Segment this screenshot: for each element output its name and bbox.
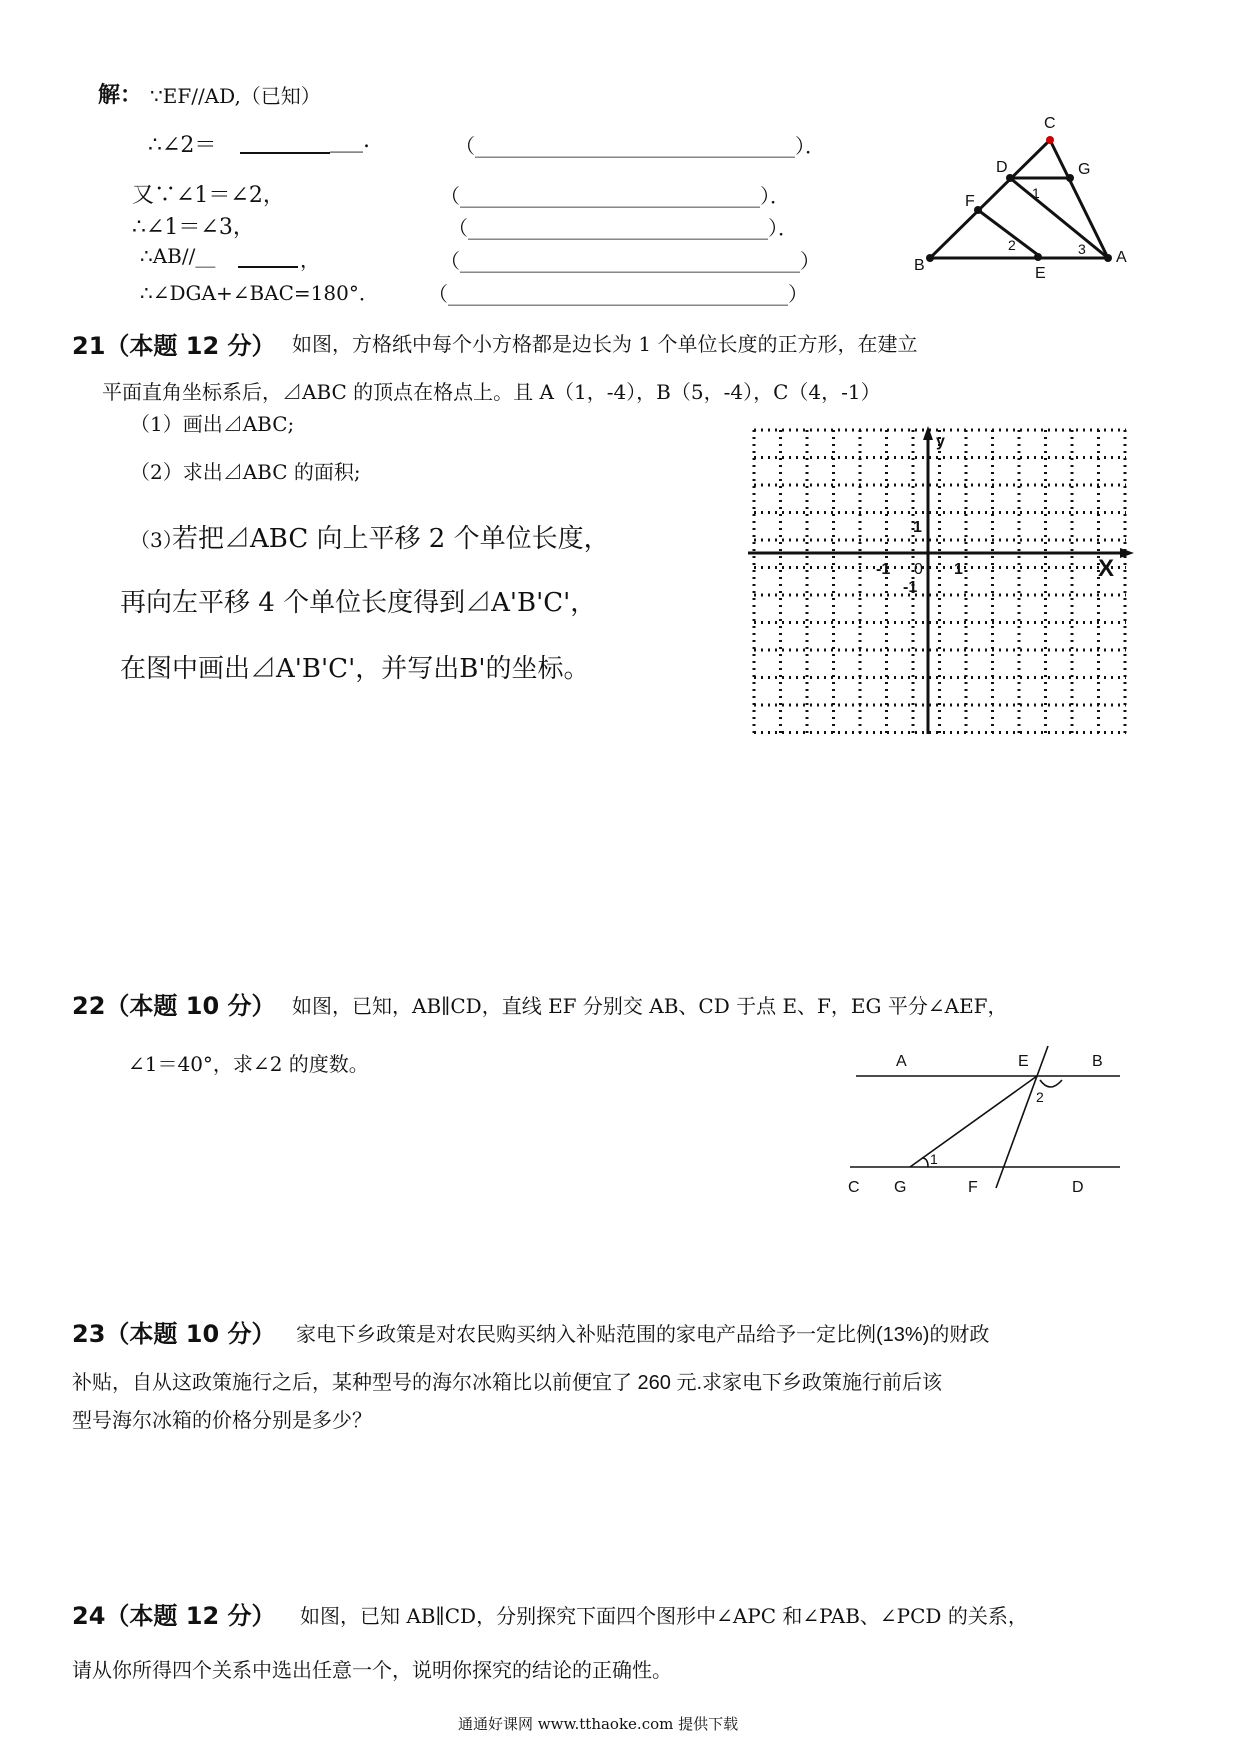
q20-reason-5: （__________________________________）: [428, 282, 808, 306]
q20-line-0: ∵EF//AD,（已知）: [150, 84, 321, 108]
q23-text-1: 家电下乡政策是对农民购买纳入补贴范围的家电产品给予一定比例(13%)的财政: [296, 1324, 990, 1346]
answer-blank: [240, 152, 330, 154]
tick-label-x-neg1: -1: [876, 561, 891, 578]
q21-text-2: 平面直角坐标系后，⊿ABC 的顶点在格点上。且 A（1，-4），B（5，-4），C（4，-1）: [102, 380, 881, 404]
q24-text-2: 请从你所得四个关系中选出任意一个，说明你探究的结论的正确性。: [72, 1658, 672, 1682]
y-axis-label: y: [936, 433, 945, 450]
solution-label: 解：: [98, 83, 143, 108]
q20-label-2: 2: [1008, 237, 1016, 253]
q22-label-2: 2: [1036, 1089, 1044, 1105]
q20-triangle-figure: [910, 110, 1140, 280]
q20-reason-1: （________________________________）．: [455, 134, 825, 158]
q22-label-G: G: [894, 1179, 907, 1196]
q20-label-1: 1: [1032, 185, 1040, 201]
y-axis-arrow: [923, 426, 933, 440]
q21-coordinate-grid: [748, 424, 1140, 740]
q20-reason-4: （__________________________________）: [440, 249, 820, 273]
q22-header: 22（本题 10 分）: [72, 992, 276, 1020]
q20-label-G: G: [1078, 161, 1091, 178]
q22-label-C: C: [848, 1179, 860, 1196]
origin-label: 0: [914, 561, 923, 578]
tick-label-y-neg1: -1: [903, 579, 918, 596]
q20-line-5: ∴∠DGA+∠BAC=180°．: [140, 281, 379, 305]
q22-label-D: D: [1072, 1179, 1084, 1196]
tick-label-y-1: 1: [913, 519, 922, 536]
q22-label-A: A: [896, 1053, 907, 1070]
q22-parallel-lines-figure: [840, 1040, 1130, 1210]
q20-line-3: ∴∠1＝∠3，: [132, 215, 255, 240]
q22-label-F: F: [968, 1179, 978, 1196]
q21-part-3-prefix: （3）: [130, 528, 183, 552]
q22-label-E: E: [1018, 1053, 1029, 1070]
q20-label-B: B: [914, 257, 925, 274]
q20-label-E: E: [1035, 265, 1046, 280]
q24-text-1: 如图，已知 AB∥CD，分别探究下面四个图形中∠APC 和∠PAB、∠PCD 的关系，: [300, 1604, 1028, 1628]
q21-header: 21（本题 12 分）: [72, 332, 276, 360]
q20-line-4: ∴AB//__: [140, 244, 216, 268]
q20-line-4-tail: ，: [300, 248, 320, 272]
q21-part-3-b: 再向左平移 4 个单位长度得到⊿A'B'C'，: [120, 588, 597, 618]
q20-label-D: D: [996, 159, 1008, 176]
q20-label-C: C: [1044, 115, 1056, 132]
tick-label-x-1: 1: [954, 561, 963, 578]
q23-text-2: 补贴，自从这政策施行之后，某种型号的海尔冰箱比以前便宜了 260 元.求家电下乡政策施行前后该: [72, 1372, 943, 1394]
footer-credit: 通通好课网 www.tthaoke.com 提供下载: [458, 1715, 739, 1733]
angle-2-arc: [1040, 1080, 1062, 1087]
q20-label-F: F: [965, 193, 975, 210]
q20-label-3: 3: [1078, 241, 1086, 257]
q20-reason-2: （______________________________）．: [440, 184, 790, 208]
q22-text-2: ∠1＝40°，求∠2 的度数。: [128, 1052, 369, 1076]
q20-line-1-tail: ___.: [330, 128, 370, 153]
answer-blank: [238, 266, 298, 268]
q21-part-1: （1）画出⊿ABC;: [130, 412, 295, 436]
q22-label-1: 1: [930, 1151, 938, 1167]
q21-part-2: （2）求出⊿ABC 的面积;: [130, 460, 361, 484]
q21-text-1: 如图，方格纸中每个小方格都是边长为 1 个单位长度的正方形，在建立: [292, 332, 918, 356]
q21-part-3-c: 在图中画出⊿A'B'C'，并写出B'的坐标。: [120, 654, 590, 684]
x-axis-arrow: [1120, 548, 1134, 558]
q20-label-A: A: [1116, 249, 1127, 266]
q23-header: 23（本题 10 分）: [72, 1320, 276, 1348]
angle-1-arc: [922, 1158, 928, 1167]
q20-reason-3: （______________________________）．: [448, 216, 798, 240]
x-axis-label: X: [1098, 555, 1115, 582]
q20-line-1: ∴∠2＝: [148, 133, 217, 158]
q24-header: 24（本题 12 分）: [72, 1602, 276, 1630]
q22-text-1: 如图，已知，AB∥CD，直线 EF 分别交 AB、CD 于点 E、F，EG 平分∠AEF，: [292, 994, 1008, 1018]
q21-part-3-a: 若把⊿ABC 向上平移 2 个单位长度，: [172, 524, 610, 554]
q23-text-3: 型号海尔冰箱的价格分别是多少？: [72, 1410, 372, 1432]
q20-line-2: 又∵∠1＝∠2，: [132, 183, 285, 208]
q22-label-B: B: [1092, 1053, 1103, 1070]
